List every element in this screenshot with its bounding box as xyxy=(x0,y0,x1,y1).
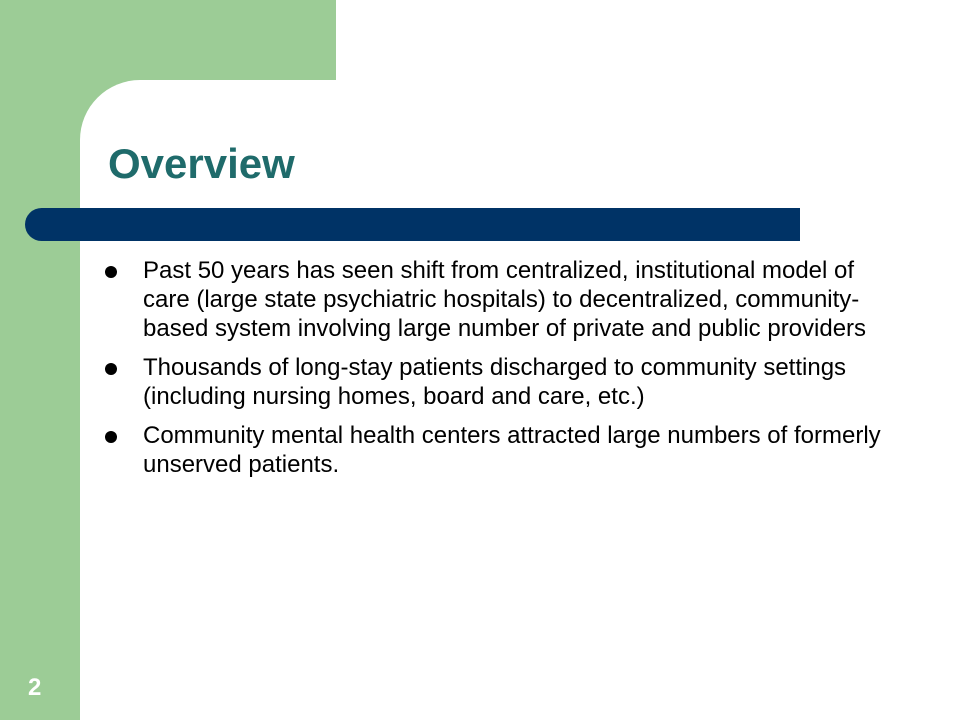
bullet-text: Community mental health centers attracted large numbers of formerly unserved patients. xyxy=(143,422,881,478)
bullet-list xyxy=(105,256,905,489)
list-item xyxy=(105,256,905,343)
bullet-dot-icon xyxy=(105,363,117,375)
list-item xyxy=(105,421,905,479)
side-decoration-band xyxy=(0,0,80,720)
slide-number: 2 xyxy=(28,674,42,701)
title-underline-bar xyxy=(25,208,800,241)
top-decoration-band xyxy=(0,0,336,80)
bullet-text: Thousands of long-stay patients discharged to community settings (including nursing homes, board and care, etc.) xyxy=(143,354,847,410)
bullet-dot-icon xyxy=(105,431,117,443)
bullet-text: Past 50 years has seen shift from centralized, institutional model of care (large state psychiatric hospitals) to decentralized, community-based system involving large number of private and public providers xyxy=(143,257,867,342)
slide-title: Overview xyxy=(108,140,295,187)
corner-decoration-curve xyxy=(80,80,140,140)
list-item xyxy=(105,353,905,411)
bullet-dot-icon xyxy=(105,266,117,278)
